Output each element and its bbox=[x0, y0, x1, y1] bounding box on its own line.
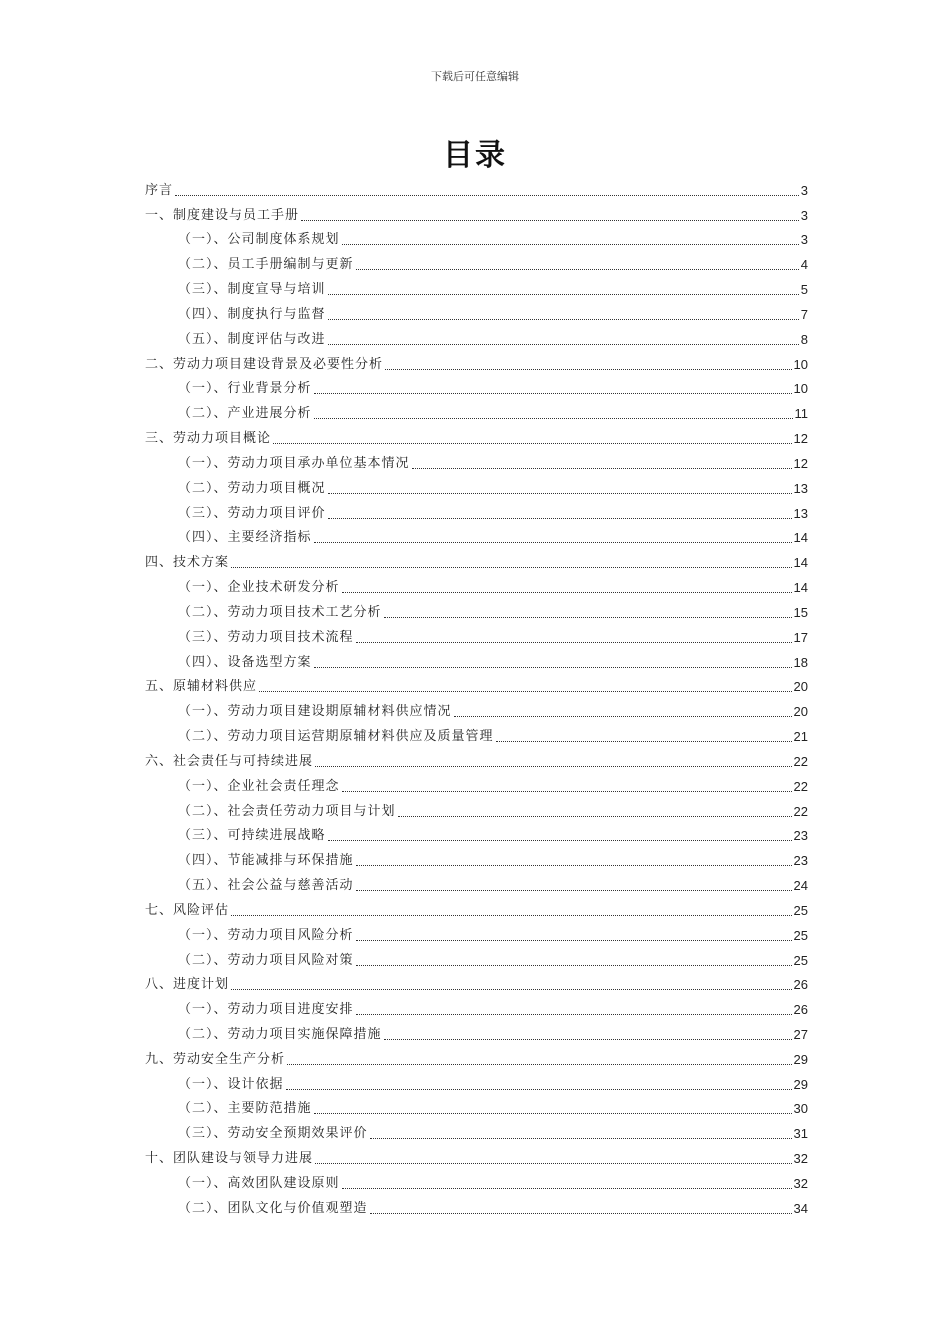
toc-dot-leader bbox=[314, 393, 792, 394]
toc-page-number: 20 bbox=[793, 704, 808, 720]
toc-entry[interactable] bbox=[145, 1044, 808, 1069]
toc-entry[interactable] bbox=[145, 597, 808, 622]
toc-dot-leader bbox=[314, 542, 792, 543]
toc-dot-leader bbox=[328, 344, 799, 345]
toc-dot-leader bbox=[385, 369, 792, 370]
toc-entry[interactable] bbox=[145, 994, 808, 1019]
toc-page-number: 26 bbox=[793, 1002, 808, 1018]
toc-entry[interactable] bbox=[145, 647, 808, 672]
toc-entry[interactable] bbox=[145, 225, 808, 250]
toc-entry[interactable] bbox=[145, 622, 808, 647]
toc-dot-leader bbox=[315, 1163, 792, 1164]
toc-dot-leader bbox=[328, 518, 792, 519]
toc-page-number: 13 bbox=[793, 505, 808, 521]
toc-entry-text: （五）、社会公益与慈善活动 bbox=[178, 878, 354, 894]
toc-page-number: 8 bbox=[800, 331, 808, 347]
toc-entry-text: （一）、设计依据 bbox=[178, 1076, 284, 1092]
toc-dot-leader bbox=[384, 617, 792, 618]
toc-dot-leader bbox=[356, 1014, 792, 1015]
toc-dot-leader bbox=[231, 915, 792, 916]
toc-dot-leader bbox=[231, 989, 792, 990]
toc-page-number: 3 bbox=[800, 182, 808, 198]
toc-entry[interactable] bbox=[145, 945, 808, 970]
toc-dot-leader bbox=[384, 1039, 792, 1040]
toc-entry[interactable] bbox=[145, 473, 808, 498]
toc-entry[interactable] bbox=[145, 299, 808, 324]
toc-dot-leader bbox=[273, 443, 792, 444]
toc-entry-text: （一）、企业社会责任理念 bbox=[178, 778, 340, 794]
toc-page-number: 29 bbox=[793, 1051, 808, 1067]
toc-entry-text: 四、技术方案 bbox=[145, 555, 230, 571]
toc-dot-leader bbox=[175, 195, 799, 196]
toc-entry-text: 六、社会责任与可持续进展 bbox=[145, 753, 314, 769]
toc-entry[interactable] bbox=[145, 1143, 808, 1168]
toc-page-number: 23 bbox=[793, 828, 808, 844]
toc-entry[interactable] bbox=[145, 870, 808, 895]
toc-page-number: 12 bbox=[793, 455, 808, 471]
toc-dot-leader bbox=[496, 741, 792, 742]
toc-dot-leader bbox=[314, 667, 792, 668]
toc-dot-leader bbox=[454, 716, 792, 717]
toc-page-number: 26 bbox=[793, 977, 808, 993]
toc-page-number: 27 bbox=[793, 1026, 808, 1042]
toc-entry-text: （一）、劳动力项目承办单位基本情况 bbox=[178, 455, 410, 471]
toc-entry[interactable] bbox=[145, 970, 808, 995]
toc-entry-text: （四）、制度执行与监督 bbox=[178, 306, 326, 322]
toc-page-number: 3 bbox=[800, 207, 808, 223]
toc-entry[interactable] bbox=[145, 796, 808, 821]
toc-page-number: 25 bbox=[793, 927, 808, 943]
toc-dot-leader bbox=[328, 493, 792, 494]
toc-page-number: 10 bbox=[793, 381, 808, 397]
toc-entry[interactable] bbox=[145, 175, 808, 200]
toc-page-number: 10 bbox=[793, 356, 808, 372]
toc-page-number: 14 bbox=[793, 530, 808, 546]
toc-entry[interactable] bbox=[145, 200, 808, 225]
toc-entry-text: 十、团队建设与领导力进展 bbox=[145, 1151, 314, 1167]
toc-entry-text: （二）、劳动力项目风险对策 bbox=[178, 952, 354, 968]
toc-page-number: 32 bbox=[793, 1151, 808, 1167]
toc-entry[interactable] bbox=[145, 423, 808, 448]
toc-entry[interactable] bbox=[145, 895, 808, 920]
toc-page-number: 22 bbox=[793, 803, 808, 819]
toc-entry-text: 五、原辅材料供应 bbox=[145, 679, 258, 695]
toc-page-number: 25 bbox=[793, 952, 808, 968]
toc-entry[interactable] bbox=[145, 721, 808, 746]
toc-page-number: 17 bbox=[793, 629, 808, 645]
toc-page-number: 12 bbox=[793, 431, 808, 447]
toc-dot-leader bbox=[356, 890, 792, 891]
toc-entry-text: （一）、高效团队建设原则 bbox=[178, 1175, 340, 1191]
toc-entry-text: 七、风险评估 bbox=[145, 902, 230, 918]
toc-entry-text: （二）、劳动力项目概况 bbox=[178, 480, 326, 496]
toc-entry-text: （三）、制度宣导与培训 bbox=[178, 282, 326, 298]
toc-dot-leader bbox=[356, 865, 792, 866]
toc-dot-leader bbox=[314, 1113, 792, 1114]
toc-entry-text: （一）、行业背景分析 bbox=[178, 381, 312, 397]
toc-entry-text: （二）、产业进展分析 bbox=[178, 406, 312, 422]
toc-page-number: 5 bbox=[800, 282, 808, 298]
toc-page-number: 4 bbox=[800, 257, 808, 273]
header-note: 下载后可任意编辑 bbox=[431, 70, 519, 83]
toc-dot-leader bbox=[328, 840, 792, 841]
toc-page-number: 24 bbox=[793, 878, 808, 894]
toc-entry-text: （二）、劳动力项目实施保障措施 bbox=[178, 1026, 382, 1042]
toc-dot-leader bbox=[398, 816, 792, 817]
toc-entry[interactable] bbox=[145, 374, 808, 399]
toc-page-number: 7 bbox=[800, 306, 808, 322]
toc-page-number: 20 bbox=[793, 679, 808, 695]
toc-entry[interactable] bbox=[145, 249, 808, 274]
toc-entry-text: （三）、劳动力项目评价 bbox=[178, 505, 326, 521]
toc-dot-leader bbox=[315, 766, 792, 767]
toc-entry[interactable] bbox=[145, 1118, 808, 1143]
toc-entry[interactable] bbox=[145, 845, 808, 870]
toc-entry[interactable] bbox=[145, 349, 808, 374]
toc-entry[interactable] bbox=[145, 821, 808, 846]
toc-dot-leader bbox=[342, 592, 792, 593]
toc-entry[interactable] bbox=[145, 746, 808, 771]
toc-page-number: 22 bbox=[793, 753, 808, 769]
toc-entry[interactable] bbox=[145, 523, 808, 548]
toc-entry-text: 九、劳动安全生产分析 bbox=[145, 1051, 286, 1067]
toc-dot-leader bbox=[287, 1064, 792, 1065]
toc-entry-text: 二、劳动力项目建设背景及必要性分析 bbox=[145, 356, 384, 372]
toc-list bbox=[145, 175, 808, 1218]
toc-page-number: 23 bbox=[793, 853, 808, 869]
toc-page-number: 18 bbox=[793, 654, 808, 670]
toc-entry[interactable] bbox=[145, 920, 808, 945]
toc-entry-text: （一）、劳动力项目建设期原辅材料供应情况 bbox=[178, 704, 452, 720]
toc-page-number: 14 bbox=[793, 580, 808, 596]
toc-entry[interactable] bbox=[145, 572, 808, 597]
toc-page-number: 29 bbox=[793, 1076, 808, 1092]
toc-page-number: 11 bbox=[794, 406, 808, 422]
toc-page-number: 22 bbox=[793, 778, 808, 794]
toc-dot-leader bbox=[301, 220, 799, 221]
toc-page-number: 13 bbox=[793, 480, 808, 496]
toc-dot-leader bbox=[356, 642, 792, 643]
toc-dot-leader bbox=[342, 1188, 792, 1189]
toc-entry-text: （三）、劳动安全预期效果评价 bbox=[178, 1126, 368, 1142]
toc-dot-leader bbox=[342, 244, 799, 245]
toc-entry-text: （四）、主要经济指标 bbox=[178, 530, 312, 546]
toc-dot-leader bbox=[231, 567, 792, 568]
toc-entry-text: （二）、社会责任劳动力项目与计划 bbox=[178, 803, 396, 819]
toc-entry-text: （二）、团队文化与价值观塑造 bbox=[178, 1200, 368, 1216]
toc-entry[interactable] bbox=[145, 274, 808, 299]
toc-dot-leader bbox=[370, 1138, 792, 1139]
toc-page-number: 15 bbox=[793, 604, 808, 620]
toc-entry[interactable] bbox=[145, 324, 808, 349]
toc-page-number: 21 bbox=[793, 729, 808, 745]
toc-page-number: 25 bbox=[793, 902, 808, 918]
toc-title: 目录 bbox=[443, 138, 507, 173]
toc-dot-leader bbox=[328, 294, 799, 295]
toc-entry-text: 三、劳动力项目概论 bbox=[145, 431, 272, 447]
toc-dot-leader bbox=[342, 791, 792, 792]
toc-dot-leader bbox=[314, 418, 793, 419]
toc-entry-text: 八、进度计划 bbox=[145, 977, 230, 993]
toc-entry-text: （三）、劳动力项目技术流程 bbox=[178, 629, 354, 645]
toc-page-number: 14 bbox=[793, 555, 808, 571]
toc-entry-text: 一、制度建设与员工手册 bbox=[145, 207, 300, 223]
toc-dot-leader bbox=[356, 940, 792, 941]
toc-dot-leader bbox=[370, 1213, 792, 1214]
toc-entry[interactable] bbox=[145, 771, 808, 796]
toc-entry-text: （二）、员工手册编制与更新 bbox=[178, 257, 354, 273]
toc-entry-text: （三）、可持续进展战略 bbox=[178, 828, 326, 844]
toc-entry-text: （二）、主要防范措施 bbox=[178, 1101, 312, 1117]
toc-dot-leader bbox=[356, 269, 799, 270]
toc-entry-text: （二）、劳动力项目技术工艺分析 bbox=[178, 604, 382, 620]
toc-entry-text: （一）、企业技术研发分析 bbox=[178, 580, 340, 596]
toc-dot-leader bbox=[412, 468, 792, 469]
toc-entry[interactable] bbox=[145, 1019, 808, 1044]
toc-entry[interactable] bbox=[145, 1168, 808, 1193]
toc-entry-text: （四）、节能减排与环保措施 bbox=[178, 853, 354, 869]
toc-entry-text: 序言 bbox=[145, 182, 174, 198]
toc-entry-text: （二）、劳动力项目运营期原辅材料供应及质量管理 bbox=[178, 729, 494, 745]
toc-page-number: 32 bbox=[793, 1175, 808, 1191]
toc-entry[interactable] bbox=[145, 498, 808, 523]
toc-entry-text: （五）、制度评估与改进 bbox=[178, 331, 326, 347]
toc-dot-leader bbox=[259, 691, 792, 692]
toc-entry[interactable] bbox=[145, 398, 808, 423]
toc-entry-text: （一）、劳动力项目进度安排 bbox=[178, 1002, 354, 1018]
toc-entry[interactable] bbox=[145, 696, 808, 721]
toc-dot-leader bbox=[328, 319, 799, 320]
toc-entry[interactable] bbox=[145, 1094, 808, 1119]
toc-page-number: 31 bbox=[793, 1126, 808, 1142]
toc-entry-text: （四）、设备选型方案 bbox=[178, 654, 312, 670]
toc-entry-text: （一）、公司制度体系规划 bbox=[178, 232, 340, 248]
toc-entry[interactable] bbox=[145, 448, 808, 473]
toc-entry[interactable] bbox=[145, 1069, 808, 1094]
toc-entry-text: （一）、劳动力项目风险分析 bbox=[178, 927, 354, 943]
toc-entry[interactable] bbox=[145, 1193, 808, 1218]
toc-page-number: 30 bbox=[793, 1101, 808, 1117]
toc-dot-leader bbox=[356, 965, 792, 966]
toc-page-number: 3 bbox=[800, 232, 808, 248]
toc-page-number: 34 bbox=[793, 1200, 808, 1216]
toc-dot-leader bbox=[286, 1089, 792, 1090]
toc-entry[interactable] bbox=[145, 672, 808, 697]
toc-entry[interactable] bbox=[145, 547, 808, 572]
